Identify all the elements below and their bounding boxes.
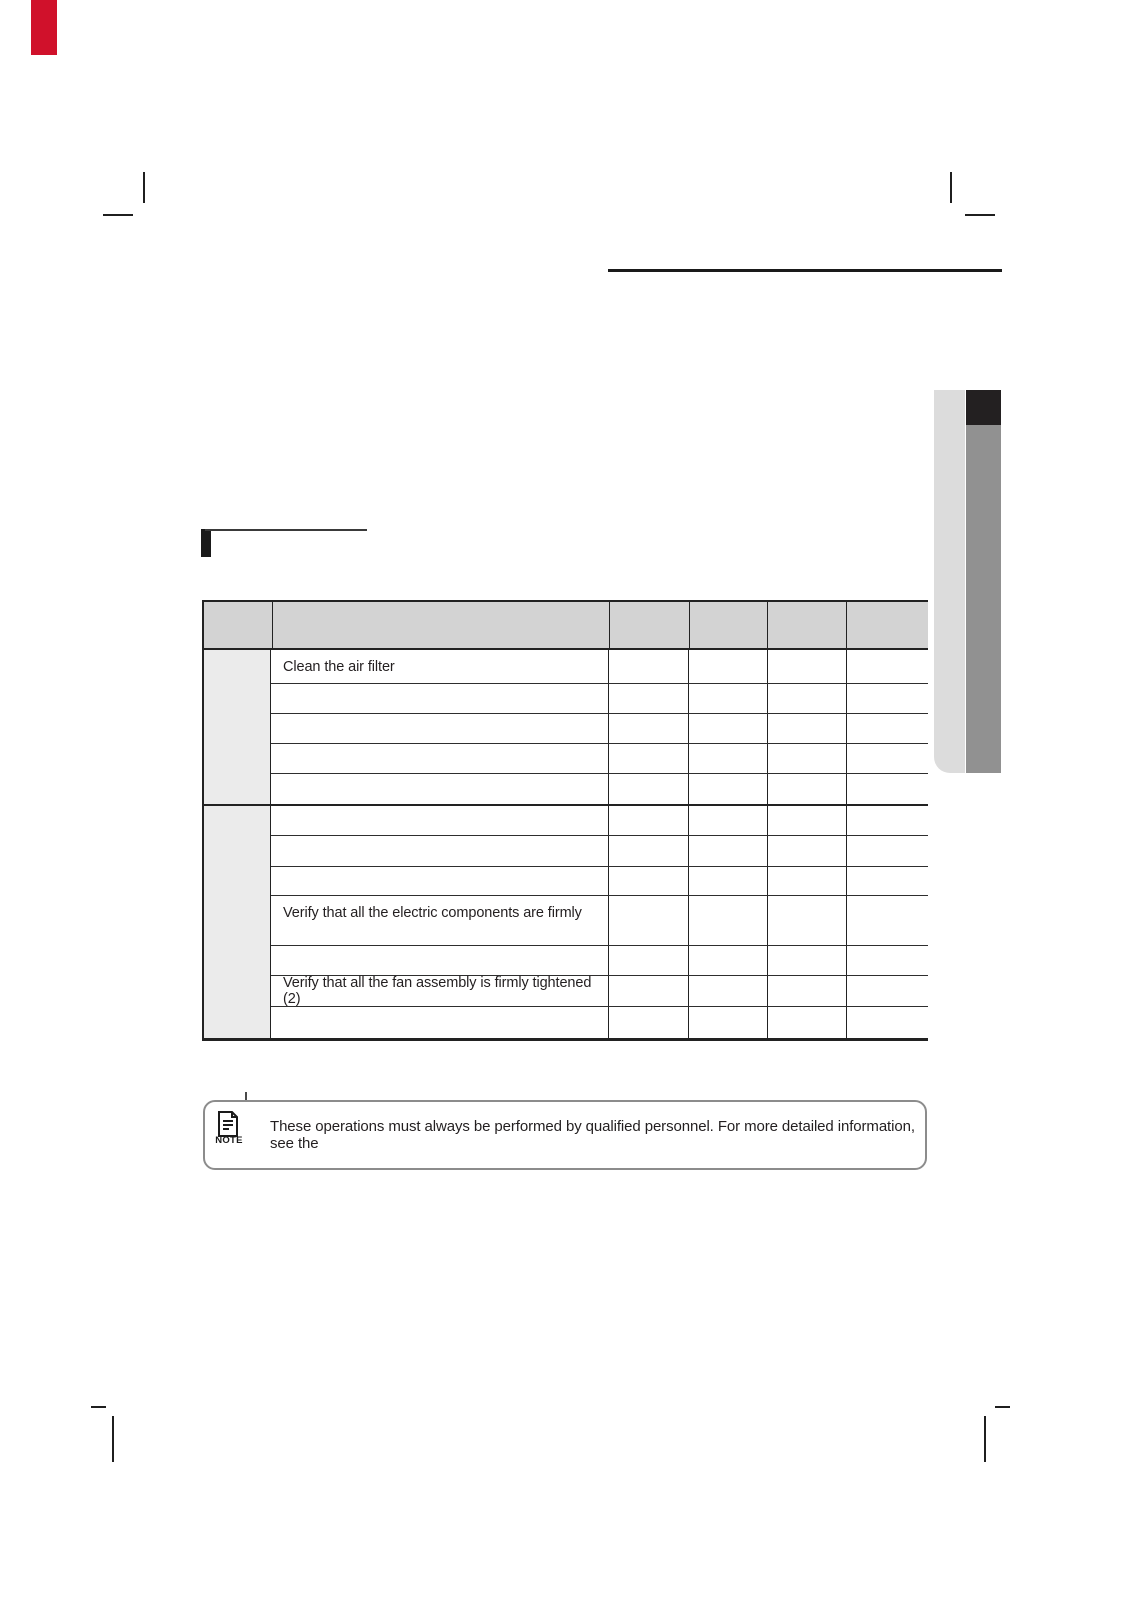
check-cell [689,836,768,866]
section-title-bar [201,529,211,557]
header-cell [610,602,690,648]
check-cell [768,836,847,866]
crop-mark-top-right-horizontal [965,214,995,216]
task-description-cell [271,684,609,713]
table-row [271,867,928,896]
crop-mark-bottom-right-vertical [984,1416,986,1462]
check-cell [847,867,928,895]
task-description-cell [271,836,609,866]
task-description-cell: Clean the air filter [271,650,609,683]
header-cell [204,602,273,648]
header-cell [768,602,847,648]
check-cell [689,650,768,683]
check-cell [847,976,928,1006]
header-cell [273,602,610,648]
check-cell [609,1007,689,1038]
header-cell [690,602,769,648]
task-description-cell [271,714,609,743]
note-label: NOTE [215,1135,243,1146]
check-cell [768,744,847,773]
check-cell [609,976,689,1006]
check-cell [609,744,689,773]
task-description-cell: Verify that all the fan assembly is firmly tightened (2) [271,976,609,1006]
check-cell [768,946,847,975]
side-tab-gray-bar [966,425,1001,773]
task-description-cell [271,1007,609,1038]
check-cell [768,867,847,895]
table-header-row [204,602,928,650]
check-cell [609,806,689,835]
check-cell [609,684,689,713]
check-cell [847,684,928,713]
task-description-cell [271,946,609,975]
table-row [271,774,928,804]
table-row [271,650,928,684]
check-cell [847,896,928,945]
table-row [271,976,928,1007]
table-row [271,744,928,774]
check-cell [847,714,928,743]
check-cell [847,650,928,683]
group-label-cell [204,806,271,1038]
check-cell [768,806,847,835]
check-cell [768,650,847,683]
check-cell [689,684,768,713]
check-cell [689,867,768,895]
check-cell [609,896,689,945]
check-cell [847,1007,928,1038]
check-cell [689,806,768,835]
check-cell [847,836,928,866]
task-description-cell: Verify that all the electric components are firmly [271,896,609,945]
note-box [203,1100,927,1170]
check-cell [768,976,847,1006]
check-cell [609,650,689,683]
crop-mark-bottom-left-horizontal [91,1406,106,1408]
bleed-red-patch [31,0,57,55]
table-row [271,896,928,946]
group-label-cell [204,650,271,804]
crop-mark-bottom-left-vertical [112,1416,114,1462]
check-cell [609,946,689,975]
task-description-cell [271,806,609,835]
check-cell [768,774,847,804]
check-cell [847,774,928,804]
check-cell [689,714,768,743]
check-cell [609,714,689,743]
note-text: These operations must always be performed by qualified personnel. For more detailed information, see the [270,1118,915,1152]
check-cell [689,774,768,804]
check-cell [609,867,689,895]
table-row [271,836,928,867]
page-header-rule [608,269,1002,272]
check-cell [689,744,768,773]
check-cell [847,806,928,835]
crop-mark-bottom-right-horizontal [995,1406,1010,1408]
maintenance-table [202,600,928,1041]
check-cell [689,896,768,945]
task-description-cell [271,867,609,895]
check-cell [768,684,847,713]
table-row [271,1007,928,1038]
table-row [271,714,928,744]
side-tab-light [934,390,965,773]
check-cell [609,774,689,804]
table-row [271,684,928,714]
crop-mark-top-right-vertical [950,172,952,203]
check-cell [609,836,689,866]
table-row [271,806,928,836]
check-cell [768,714,847,743]
check-cell [689,1007,768,1038]
check-cell [689,946,768,975]
header-cell [847,602,928,648]
check-cell [689,976,768,1006]
table-row [271,946,928,976]
crop-mark-top-left-vertical [143,172,145,203]
task-description-cell [271,744,609,773]
crop-mark-top-left-horizontal [103,214,133,216]
check-cell [768,896,847,945]
check-cell [847,744,928,773]
side-tab-black-square [966,390,1001,425]
check-cell [847,946,928,975]
table-row-group [204,650,928,806]
task-description-cell [271,774,609,804]
section-title-underline [205,529,367,531]
check-cell [768,1007,847,1038]
table-row-group [204,806,928,1038]
